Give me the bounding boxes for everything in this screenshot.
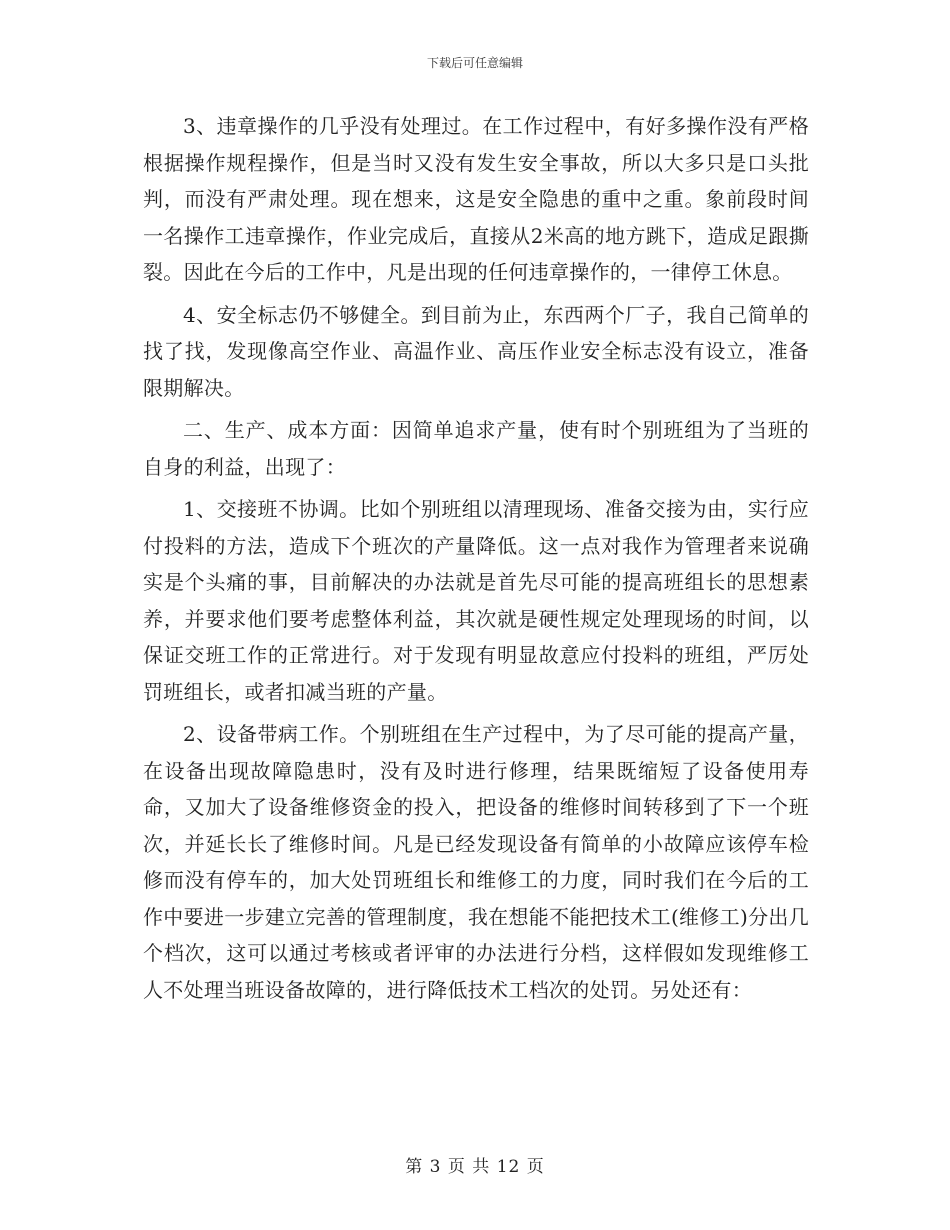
- page-header: 下载后可任意编辑: [426, 56, 523, 70]
- paragraph-violation-handling: 3、违章操作的几乎没有处理过。在工作过程中，有好多操作没有严格根据操作规程操作，但是当时又没有发生安全事故，所以大多只是口头批判，而没有严肃处理。现在想来，这是安全隐患的重中之重。象前段时间一名操作工违章操作，作业完成后，直接从2米高的地方跳下，造成足跟撕裂。因此在今后的工作中，凡是出现的任何违章操作的，一律停工休息。: [143, 114, 809, 284]
- page-number: 第 3 页 共 12 页: [405, 1157, 545, 1177]
- document-body: [143, 108, 809, 1014]
- paragraph-equipment-faults: 2、设备带病工作。个别班组在生产过程中，为了尽可能的提高产量，在设备出现故障隐患时，没有及时进行修理，结果既缩短了设备使用寿命，又加大了设备维修资金的投入，把设备的维修时间转移到了下一个班次，并延长长了维修时间。凡是已经发现设备有简单的小故障应该停车检修而没有停车的，加大处罚班组长和维修工的力度，同时我们在今后的工作中要进一步建立完善的管理制度，我在想能不能把技术工(维修工)分出几个档次，这可以通过考核或者评审的办法进行分档，这样假如发现维修工人不处理当班设备故障的，进行降低技术工档次的处罚。另处还有：: [143, 722, 809, 1002]
- paragraph-safety-signs: 4、安全标志仍不够健全。到目前为止，东西两个厂子，我自己简单的找了找，发现像高空作业、高温作业、高压作业安全标志没有设立，准备限期解决。: [143, 302, 809, 400]
- paragraph-shift-handover: 1、交接班不协调。比如个别班组以清理现场、准备交接为由，实行应付投料的方法，造成下个班次的产量降低。这一点对我作为管理者来说确实是个头痛的事，目前解决的办法就是首先尽可能的提高班组长的思想素养，并要求他们要考虑整体利益，其次就是硬性规定处理现场的时间，以保证交班工作的正常进行。对于发现有明显故意应付投料的班组，严厉处罚班组长，或者扣减当班的产量。: [143, 497, 809, 704]
- paragraph-production-cost: 二、生产、成本方面：因简单追求产量，使有时个别班组为了当班的自身的利益，出现了：: [143, 418, 809, 479]
